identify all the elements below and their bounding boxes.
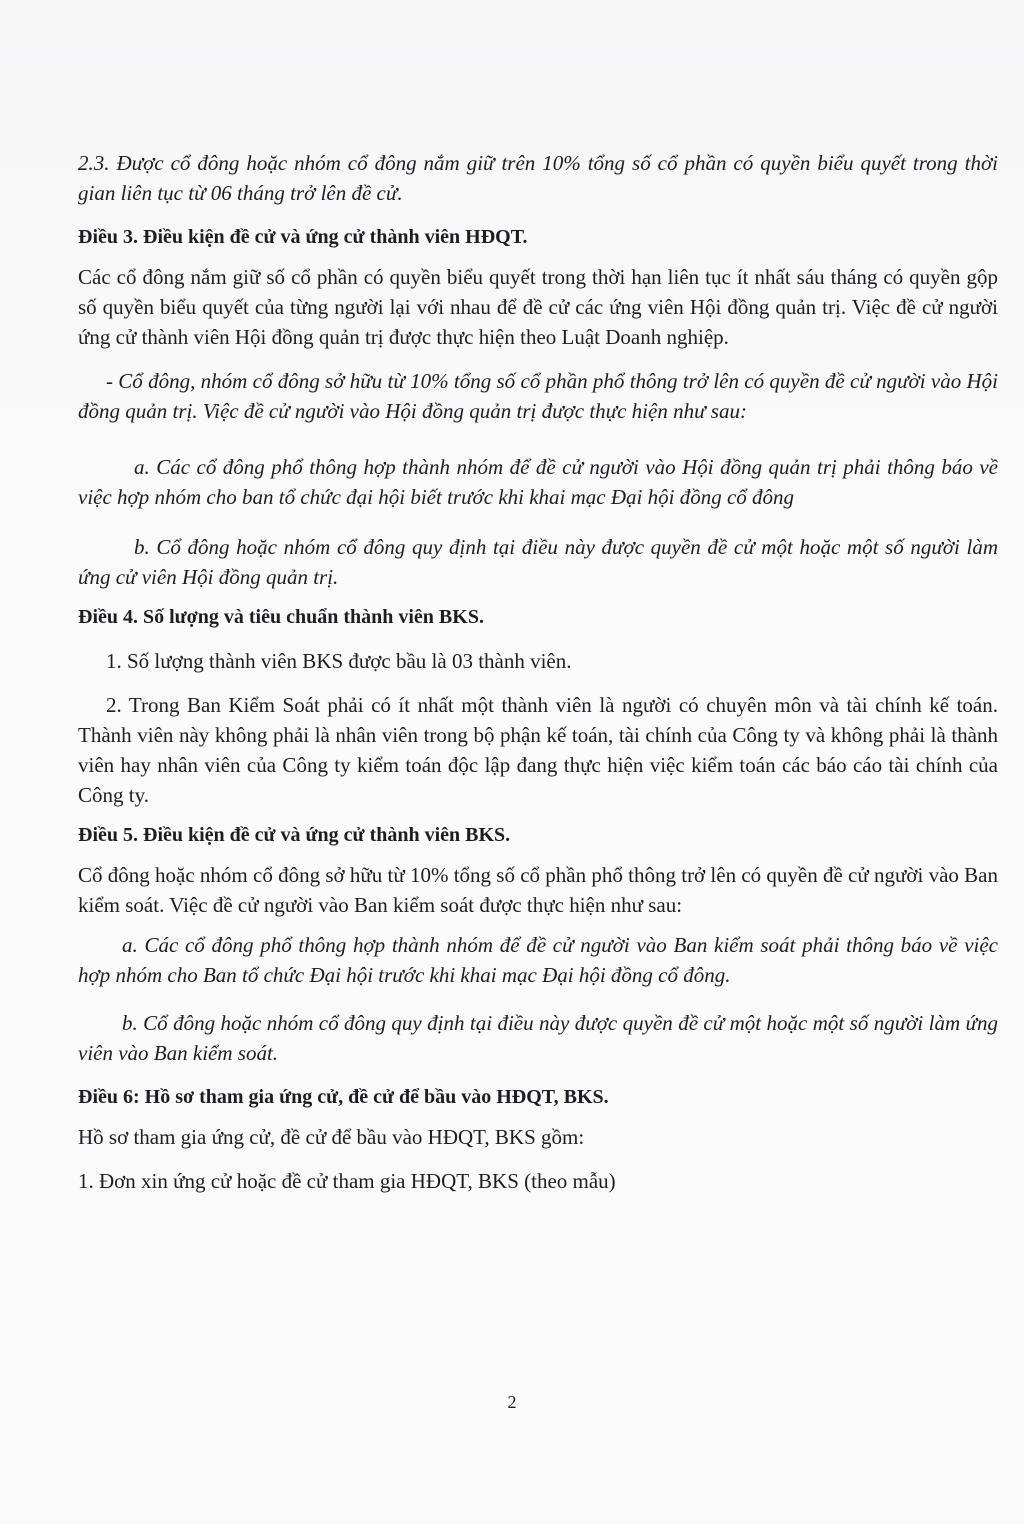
paragraph-dieu-5-a: a. Các cổ đông phổ thông hợp thành nhóm để đề cử người vào Ban kiểm soát phải thông báo về việc hợp nhóm cho Ban tổ chức Đại hội trước khi khai mạc Đại hội đồng cổ đông. xyxy=(78,933,998,987)
paragraph-dieu-6-body: Hồ sơ tham gia ứng cử, đề cử để bầu vào HĐQT, BKS gồm: xyxy=(78,1125,585,1149)
paragraph-dieu-4-item-2: 2. Trong Ban Kiểm Soát phải có ít nhất một thành viên là người có chuyên môn và tài chính kế toán. Thành viên này không phải là nhân viên trong bộ phận kế toán, tài chính của Công ty và không phải là thành viên hay nhân viên của Công ty kiểm toán độc lập đang thực hiện việc kiểm toán các báo cáo tài chính của Công ty. xyxy=(78,693,998,807)
paragraph-dieu-5-b: b. Cổ đông hoặc nhóm cổ đông quy định tại điều này được quyền đề cử một hoặc một số người làm ứng viên vào Ban kiểm soát. xyxy=(78,1011,998,1065)
document-body xyxy=(78,148,998,1196)
paragraph-2-3: 2.3. Được cổ đông hoặc nhóm cổ đông nắm giữ trên 10% tổng số cổ phần có quyền biểu quyết trong thời gian liên tục từ 06 tháng trở lên đề cử. xyxy=(78,151,998,205)
paragraph-dieu-3-dash: - Cổ đông, nhóm cổ đông sở hữu từ 10% tổng số cổ phần phổ thông trở lên có quyền đề cử người vào Hội đồng quản trị. Việc đề cử người vào Hội đồng quản trị được thực hiện như sau: xyxy=(78,369,998,423)
heading-dieu-5: Điều 5. Điều kiện đề cử và ứng cử thành viên BKS. xyxy=(78,824,511,846)
heading-dieu-4: Điều 4. Số lượng và tiêu chuẩn thành viên BKS. xyxy=(78,606,484,628)
page-number: 2 xyxy=(507,1392,517,1412)
paragraph-dieu-4-item-1: 1. Số lượng thành viên BKS được bầu là 03 thành viên. xyxy=(106,649,572,673)
paragraph-dieu-3-b: b. Cổ đông hoặc nhóm cổ đông quy định tại điều này được quyền đề cử một hoặc một số người làm ứng cử viên Hội đồng quản trị. xyxy=(78,535,998,589)
paragraph-dieu-5-body: Cổ đông hoặc nhóm cổ đông sở hữu từ 10% tổng số cổ phần phổ thông trở lên có quyền đề cử người vào Ban kiểm soát. Việc đề cử người vào Ban kiểm soát được thực hiện như sau: xyxy=(78,863,998,917)
heading-dieu-3: Điều 3. Điều kiện đề cử và ứng cử thành viên HĐQT. xyxy=(78,226,528,248)
heading-dieu-6: Điều 6: Hồ sơ tham gia ứng cử, đề cử để bầu vào HĐQT, BKS. xyxy=(78,1086,609,1108)
paragraph-dieu-6-item-1: 1. Đơn xin ứng cử hoặc đề cử tham gia HĐQT, BKS (theo mẫu) xyxy=(78,1169,616,1193)
paragraph-dieu-3-a: a. Các cổ đông phổ thông hợp thành nhóm để đề cử người vào Hội đồng quản trị phải thông báo về việc hợp nhóm cho ban tổ chức đại hội biết trước khi khai mạc Đại hội đồng cổ đông xyxy=(78,455,998,509)
paragraph-dieu-3-body: Các cổ đông nắm giữ số cổ phần có quyền biểu quyết trong thời hạn liên tục ít nhất sáu tháng có quyền gộp số quyền biểu quyết của từng người lại với nhau để đề cử các ứng viên Hội đồng quản trị. Việc đề cử người ứng cử thành viên Hội đồng quản trị được thực hiện theo Luật Doanh nghiệp. xyxy=(78,265,998,349)
